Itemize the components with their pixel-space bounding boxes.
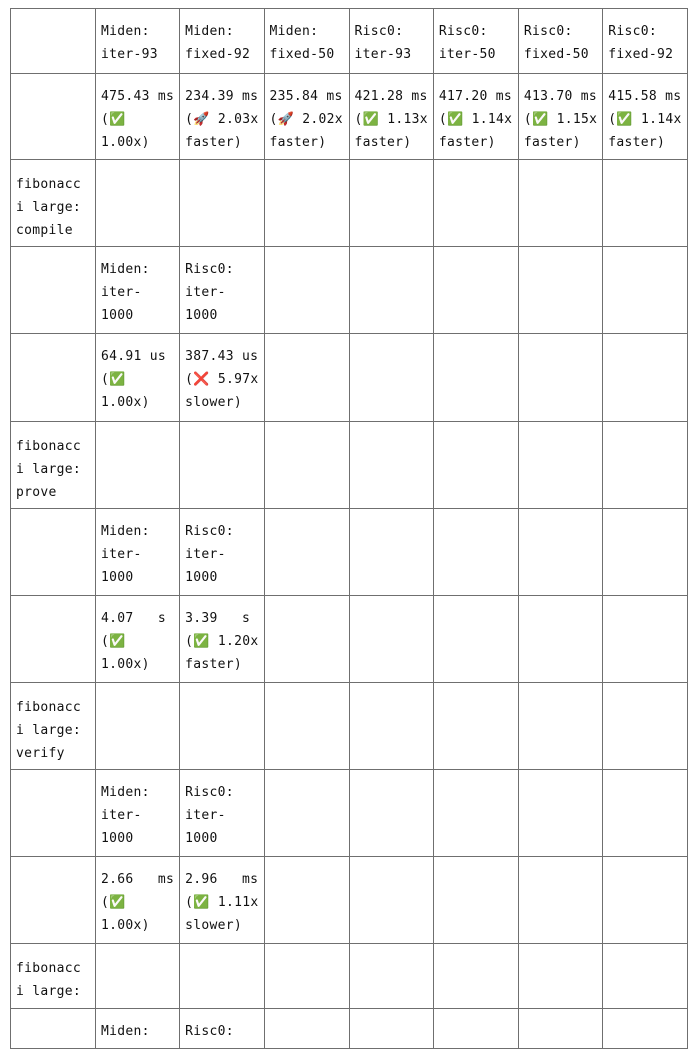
- table-cell: [96, 944, 180, 1009]
- table-cell: [433, 509, 518, 596]
- cell-text-line: faster): [354, 135, 412, 150]
- cell-text-line: Miden:: [269, 24, 319, 39]
- table-row: [11, 770, 688, 857]
- cell-text-line: fibonacc: [16, 439, 82, 454]
- cell-text-line: 1000: [185, 308, 218, 323]
- row-label-cell: [11, 1009, 96, 1049]
- cell-text-line: fibonacc: [16, 961, 82, 976]
- table-cell: [180, 770, 264, 857]
- cell-text-line: (❌ 5.97x: [185, 372, 259, 387]
- cell-text-line: (✅: [101, 112, 126, 127]
- table-cell: [518, 422, 602, 509]
- cell-text-line: 421.28 ms: [354, 89, 428, 104]
- table-cell: [433, 1009, 518, 1049]
- cell-text-line: Risc0:: [185, 262, 234, 277]
- table-cell: [264, 422, 349, 509]
- table-cell: [518, 247, 602, 334]
- table-cell: [518, 160, 602, 247]
- table-cell: [433, 74, 518, 160]
- table-cell: [603, 596, 687, 683]
- table-row: [11, 247, 688, 334]
- table-cell: [603, 74, 687, 160]
- cell-text-line: 475.43 ms: [101, 89, 175, 104]
- cell-text-line: faster): [523, 135, 581, 150]
- cell-text-line: 235.84 ms: [269, 89, 343, 104]
- table-cell: [180, 683, 264, 770]
- table-cell: [603, 247, 687, 334]
- table-row: [11, 509, 688, 596]
- cell-text-line: (🚀 2.03x: [185, 112, 259, 127]
- table-cell: [603, 9, 687, 74]
- cell-text-line: 1.00x): [101, 918, 150, 933]
- cell-text-line: (✅ 1.15x: [523, 112, 598, 127]
- cell-text-line: Miden:: [101, 262, 150, 277]
- table-cell: [96, 9, 180, 74]
- table-cell: [433, 247, 518, 334]
- cell-text-line: Risc0:: [608, 24, 658, 39]
- cell-text-line: (✅: [101, 895, 126, 910]
- table-cell: [180, 74, 264, 160]
- table-cell: [349, 944, 433, 1009]
- cell-text-line: 413.70 ms: [523, 89, 598, 104]
- cell-text-line: fixed-50: [523, 47, 589, 62]
- table-cell: [603, 683, 687, 770]
- cell-text-line: slower): [185, 395, 243, 410]
- cell-text-line: Miden:: [101, 524, 150, 539]
- table-cell: [264, 770, 349, 857]
- table-cell: [349, 334, 433, 422]
- table-cell: [603, 1009, 687, 1049]
- cell-text-line: Risc0:: [185, 524, 234, 539]
- cell-text-line: Risc0:: [438, 24, 488, 39]
- table-cell: [603, 334, 687, 422]
- row-label-cell: [11, 596, 96, 683]
- row-label-cell: [11, 247, 96, 334]
- cell-text-line: (✅: [101, 372, 126, 387]
- table-cell: [433, 683, 518, 770]
- cell-text-line: prove: [16, 485, 57, 500]
- cell-text-line: fixed-92: [608, 47, 674, 62]
- table-cell: [603, 944, 687, 1009]
- table-cell: [433, 334, 518, 422]
- cell-text-line: Miden:: [101, 1024, 150, 1039]
- cell-text-line: iter-: [101, 547, 142, 562]
- table-cell: [264, 247, 349, 334]
- table-cell: [518, 770, 602, 857]
- table-cell: [264, 160, 349, 247]
- table-cell: [96, 160, 180, 247]
- cell-text-line: fibonacc: [16, 177, 82, 192]
- table-cell: [96, 509, 180, 596]
- table-cell: [518, 9, 602, 74]
- benchmark-table-container: [10, 8, 688, 1049]
- table-cell: [180, 596, 264, 683]
- table-cell: [180, 334, 264, 422]
- table-cell: [180, 422, 264, 509]
- table-cell: [603, 160, 687, 247]
- table-cell: [349, 596, 433, 683]
- table-cell: [349, 683, 433, 770]
- cell-text-line: compile: [16, 223, 73, 238]
- table-row: [11, 422, 688, 509]
- cell-text-line: 2.66 ms: [101, 872, 175, 887]
- cell-text-line: iter-50: [438, 47, 496, 62]
- table-cell: [264, 857, 349, 944]
- cell-text-line: fibonacc: [16, 700, 82, 715]
- table-cell: [349, 160, 433, 247]
- table-cell: [518, 1009, 602, 1049]
- cell-text-line: faster): [438, 135, 496, 150]
- cell-text-line: 1000: [185, 831, 218, 846]
- cell-text-line: (✅: [101, 634, 126, 649]
- table-cell: [96, 770, 180, 857]
- cell-text-line: i large:: [16, 723, 82, 738]
- table-cell: [433, 9, 518, 74]
- table-cell: [518, 334, 602, 422]
- table-cell: [180, 9, 264, 74]
- cell-text-line: faster): [608, 135, 666, 150]
- table-cell: [180, 247, 264, 334]
- cell-text-line: Risc0:: [523, 24, 573, 39]
- cell-text-line: faster): [185, 657, 243, 672]
- cell-text-line: fixed-92: [185, 47, 251, 62]
- table-cell: [518, 683, 602, 770]
- cell-text-line: iter-: [185, 547, 226, 562]
- table-cell: [603, 857, 687, 944]
- table-cell: [96, 857, 180, 944]
- cell-text-line: iter-: [101, 808, 142, 823]
- table-cell: [603, 770, 687, 857]
- cell-text-line: (✅ 1.11x: [185, 895, 259, 910]
- table-cell: [349, 770, 433, 857]
- cell-text-line: iter-: [101, 285, 142, 300]
- table-cell: [180, 160, 264, 247]
- table-cell: [96, 596, 180, 683]
- table-cell: [349, 1009, 433, 1049]
- row-label-cell: [11, 422, 96, 509]
- table-cell: [180, 944, 264, 1009]
- row-label-cell: [11, 857, 96, 944]
- table-cell: [603, 509, 687, 596]
- table-row: [11, 334, 688, 422]
- cell-text-line: i large:: [16, 984, 82, 999]
- cell-text-line: 415.58 ms: [608, 89, 682, 104]
- cell-text-line: 1.00x): [101, 657, 150, 672]
- table-cell: [264, 334, 349, 422]
- row-label-cell: [11, 334, 96, 422]
- table-cell: [264, 509, 349, 596]
- cell-text-line: verify: [16, 746, 65, 761]
- cell-text-line: 1000: [101, 308, 134, 323]
- table-cell: [96, 74, 180, 160]
- cell-text-line: (🚀 2.02x: [269, 112, 343, 127]
- table-cell: [433, 422, 518, 509]
- cell-text-line: faster): [269, 135, 327, 150]
- cell-text-line: 234.39 ms: [185, 89, 259, 104]
- cell-text-line: 2.96 ms: [185, 872, 259, 887]
- cell-text-line: iter-93: [101, 47, 158, 62]
- row-label-cell: [11, 509, 96, 596]
- table-body: [11, 9, 688, 1049]
- cell-text-line: Risc0:: [354, 24, 404, 39]
- table-cell: [518, 857, 602, 944]
- table-cell: [96, 247, 180, 334]
- table-cell: [603, 422, 687, 509]
- table-cell: [96, 1009, 180, 1049]
- cell-text-line: 1.00x): [101, 395, 150, 410]
- table-cell: [264, 9, 349, 74]
- cell-text-line: (✅ 1.14x: [438, 112, 513, 127]
- table-cell: [96, 683, 180, 770]
- cell-text-line: faster): [185, 135, 243, 150]
- cell-text-line: 1000: [101, 570, 134, 585]
- cell-text-line: 64.91 us: [101, 349, 167, 364]
- cell-text-line: Risc0:: [185, 1024, 234, 1039]
- table-row: [11, 9, 688, 74]
- row-label-cell: [11, 683, 96, 770]
- table-cell: [349, 9, 433, 74]
- table-cell: [518, 74, 602, 160]
- cell-text-line: 4.07 s: [101, 611, 167, 626]
- table-cell: [264, 1009, 349, 1049]
- table-cell: [349, 509, 433, 596]
- cell-text-line: Risc0:: [185, 785, 234, 800]
- row-label-cell: [11, 944, 96, 1009]
- table-row: [11, 944, 688, 1009]
- cell-text-line: 387.43 us: [185, 349, 259, 364]
- table-cell: [349, 857, 433, 944]
- table-row: [11, 596, 688, 683]
- table-cell: [264, 74, 349, 160]
- cell-text-line: 417.20 ms: [438, 89, 513, 104]
- cell-text-line: iter-: [185, 808, 226, 823]
- table-cell: [349, 422, 433, 509]
- table-row: [11, 857, 688, 944]
- benchmark-table: [10, 8, 688, 1049]
- table-row: [11, 1009, 688, 1049]
- table-cell: [349, 247, 433, 334]
- cell-text-line: Miden:: [101, 785, 150, 800]
- table-row: [11, 74, 688, 160]
- cell-text-line: iter-93: [354, 47, 412, 62]
- row-label-cell: [11, 74, 96, 160]
- table-cell: [433, 596, 518, 683]
- cell-text-line: iter-: [185, 285, 226, 300]
- table-cell: [264, 596, 349, 683]
- cell-text-line: 1000: [101, 831, 134, 846]
- row-label-cell: [11, 770, 96, 857]
- table-cell: [264, 944, 349, 1009]
- cell-text-line: Miden:: [185, 24, 234, 39]
- table-cell: [433, 160, 518, 247]
- table-row: [11, 683, 688, 770]
- cell-text-line: (✅ 1.14x: [608, 112, 682, 127]
- table-cell: [96, 334, 180, 422]
- cell-text-line: (✅ 1.20x: [185, 634, 259, 649]
- table-cell: [518, 596, 602, 683]
- table-cell: [433, 944, 518, 1009]
- cell-text-line: 3.39 s: [185, 611, 251, 626]
- row-label-cell: [11, 9, 96, 74]
- cell-text-line: 1000: [185, 570, 218, 585]
- table-cell: [518, 509, 602, 596]
- cell-text-line: fixed-50: [269, 47, 335, 62]
- table-cell: [349, 74, 433, 160]
- cell-text-line: i large:: [16, 462, 82, 477]
- table-row: [11, 160, 688, 247]
- table-cell: [433, 857, 518, 944]
- cell-text-line: Miden:: [101, 24, 150, 39]
- row-label-cell: [11, 160, 96, 247]
- cell-text-line: i large:: [16, 200, 82, 215]
- table-cell: [180, 509, 264, 596]
- table-cell: [264, 683, 349, 770]
- table-cell: [518, 944, 602, 1009]
- table-cell: [96, 422, 180, 509]
- table-cell: [180, 1009, 264, 1049]
- table-cell: [433, 770, 518, 857]
- table-cell: [180, 857, 264, 944]
- cell-text-line: 1.00x): [101, 135, 150, 150]
- cell-text-line: slower): [185, 918, 243, 933]
- cell-text-line: (✅ 1.13x: [354, 112, 428, 127]
